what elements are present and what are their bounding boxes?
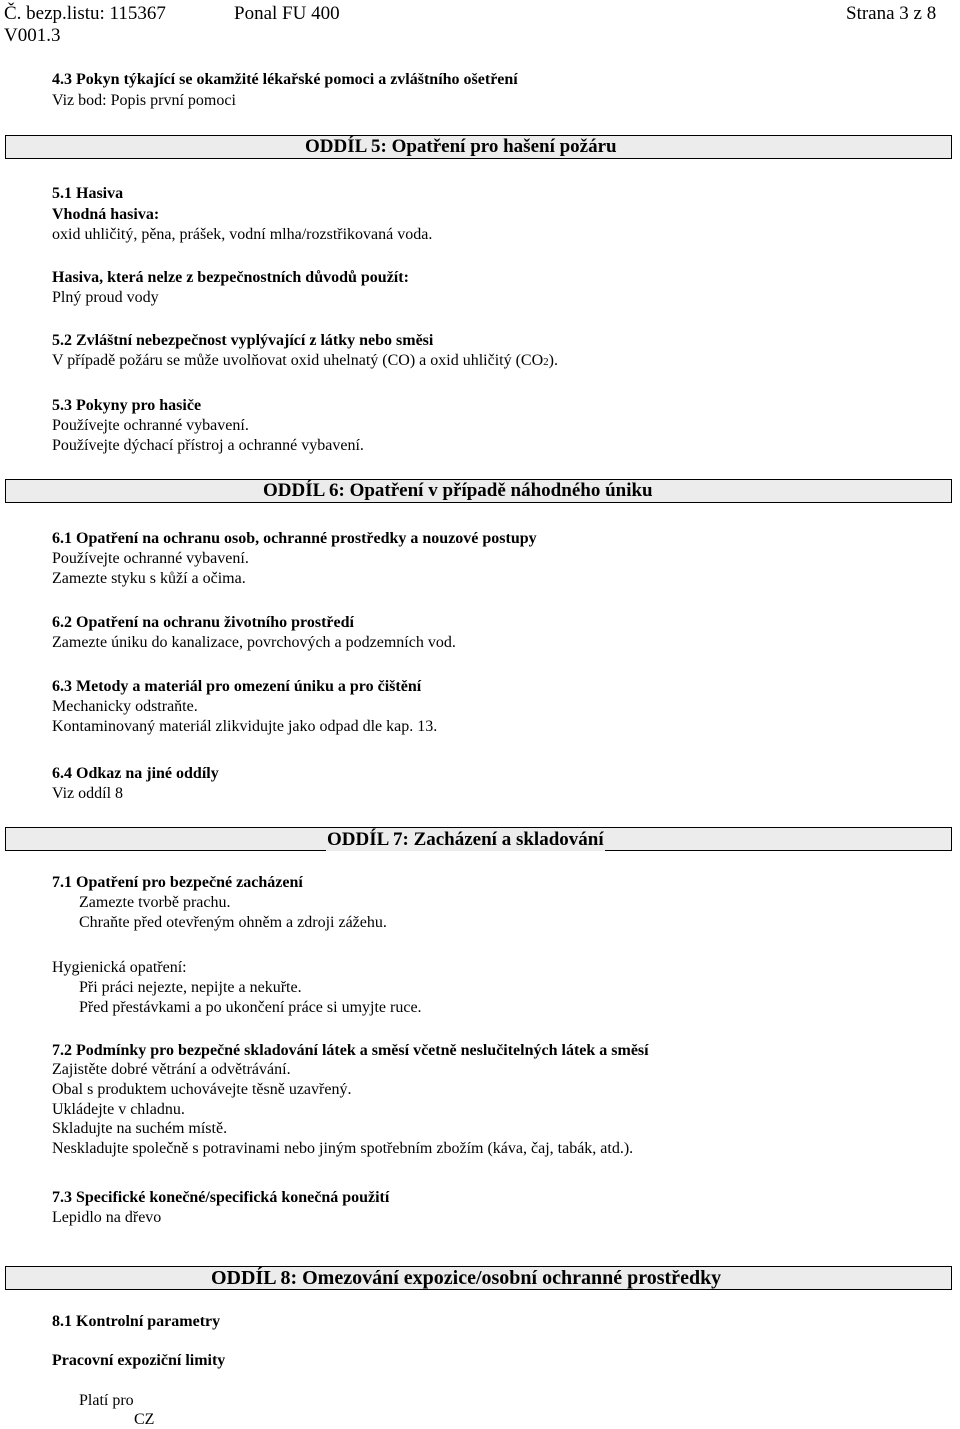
product-name: Ponal FU 400 xyxy=(234,3,340,24)
s6-1-title: 6.1 Opatření na ochranu osob, ochranné prostředky a nouzové postupy xyxy=(52,530,537,547)
suitable-text: oxid uhličitý, pěna, prášek, vodní mlha/rozstřikovaná voda. xyxy=(52,226,433,243)
s6-4-text: Viz oddíl 8 xyxy=(52,785,124,802)
s5-3-title: 5.3 Pokyny pro hasiče xyxy=(52,397,202,414)
unsuitable-label: Hasiva, která nelze z bezpečnostních důvodů použít: xyxy=(52,269,409,286)
s6-2-text: Zamezte úniku do kanalizace, povrchových a podzemních vod. xyxy=(52,634,456,651)
page-number: Strana 3 z 8 xyxy=(846,3,937,24)
s5-3-line2: Používejte dýchací přístroj a ochranné vybavení. xyxy=(52,437,364,454)
s7-2-line5: Neskladujte společně s potravinami nebo jiným spotřebním zbožím (káva, čaj, tabák, atd.). xyxy=(52,1140,634,1157)
s6-3-title: 6.3 Metody a materiál pro omezení úniku a pro čištění xyxy=(52,678,422,695)
hygiene-label: Hygienická opatření: xyxy=(52,959,187,976)
s5-3-line1: Používejte ochranné vybavení. xyxy=(52,417,249,434)
s6-2-title: 6.2 Opatření na ochranu životního prostředí xyxy=(52,614,354,631)
s5-1-title: 5.1 Hasiva xyxy=(52,185,124,202)
section-8-heading: ODDÍL 8: Omezování expozice/osobní ochranné prostředky xyxy=(211,1267,722,1289)
s7-1-title: 7.1 Opatření pro bezpečné zacházení xyxy=(52,874,303,891)
hygiene-line1: Při práci nejezte, nepijte a nekuřte. xyxy=(79,979,302,996)
limits-label: Pracovní expoziční limity xyxy=(52,1352,226,1369)
suitable-label: Vhodná hasiva: xyxy=(52,206,160,223)
s8-1-title: 8.1 Kontrolní parametry xyxy=(52,1313,221,1330)
unsuitable-text: Plný proud vody xyxy=(52,289,159,306)
s7-2-line3: Ukládejte v chladnu. xyxy=(52,1101,185,1118)
s6-4-title: 6.4 Odkaz na jiné oddíly xyxy=(52,765,219,782)
s5-2-title: 5.2 Zvláštní nebezpečnost vyplývající z látky nebo směsi xyxy=(52,332,434,349)
s6-1-line2: Zamezte styku s kůží a očima. xyxy=(52,570,246,587)
s4-3-text: Viz bod: Popis první pomoci xyxy=(52,92,236,109)
s5-2-text: V případě požáru se může uvolňovat oxid uhelnatý (CO) a oxid uhličitý (CO2). xyxy=(52,352,558,369)
s7-1-line2: Chraňte před otevřeným ohněm a zdroji zážehu. xyxy=(79,914,387,931)
s7-2-line4: Skladujte na suchém místě. xyxy=(52,1120,228,1137)
s7-2-title: 7.2 Podmínky pro bezpečné skladování látek a směsí včetně neslučitelných látek a směsí xyxy=(52,1042,649,1059)
country-code: CZ xyxy=(134,1411,155,1428)
s4-3-title: 4.3 Pokyn týkající se okamžité lékařské pomoci a zvláštního ošetření xyxy=(52,71,518,88)
s7-3-title: 7.3 Specifické konečné/specifická konečná použití xyxy=(52,1189,390,1206)
s7-3-text: Lepidlo na dřevo xyxy=(52,1209,162,1226)
s7-1-line1: Zamezte tvorbě prachu. xyxy=(79,894,231,911)
version: V001.3 xyxy=(4,25,61,46)
s7-2-line2: Obal s produktem uchovávejte těsně uzavřený. xyxy=(52,1081,352,1098)
s6-3-line2: Kontaminovaný materiál zlikvidujte jako odpad dle kap. 13. xyxy=(52,718,438,735)
section-6-heading: ODDÍL 6: Opatření v případě náhodného úniku xyxy=(263,480,653,501)
hygiene-line2: Před přestávkami a po ukončení práce si umyjte ruce. xyxy=(79,999,422,1016)
s6-3-line1: Mechanicky odstraňte. xyxy=(52,698,198,715)
section-7-heading: ODDÍL 7: Zacházení a skladování xyxy=(327,829,604,850)
section-5-heading: ODDÍL 5: Opatření pro hašení požáru xyxy=(305,136,617,157)
sheet-number: Č. bezp.listu: 115367 xyxy=(4,3,166,24)
s7-2-line1: Zajistěte dobré větrání a odvětrávání. xyxy=(52,1061,291,1078)
valid-for-label: Platí pro xyxy=(79,1392,134,1409)
s6-1-line1: Používejte ochranné vybavení. xyxy=(52,550,249,567)
